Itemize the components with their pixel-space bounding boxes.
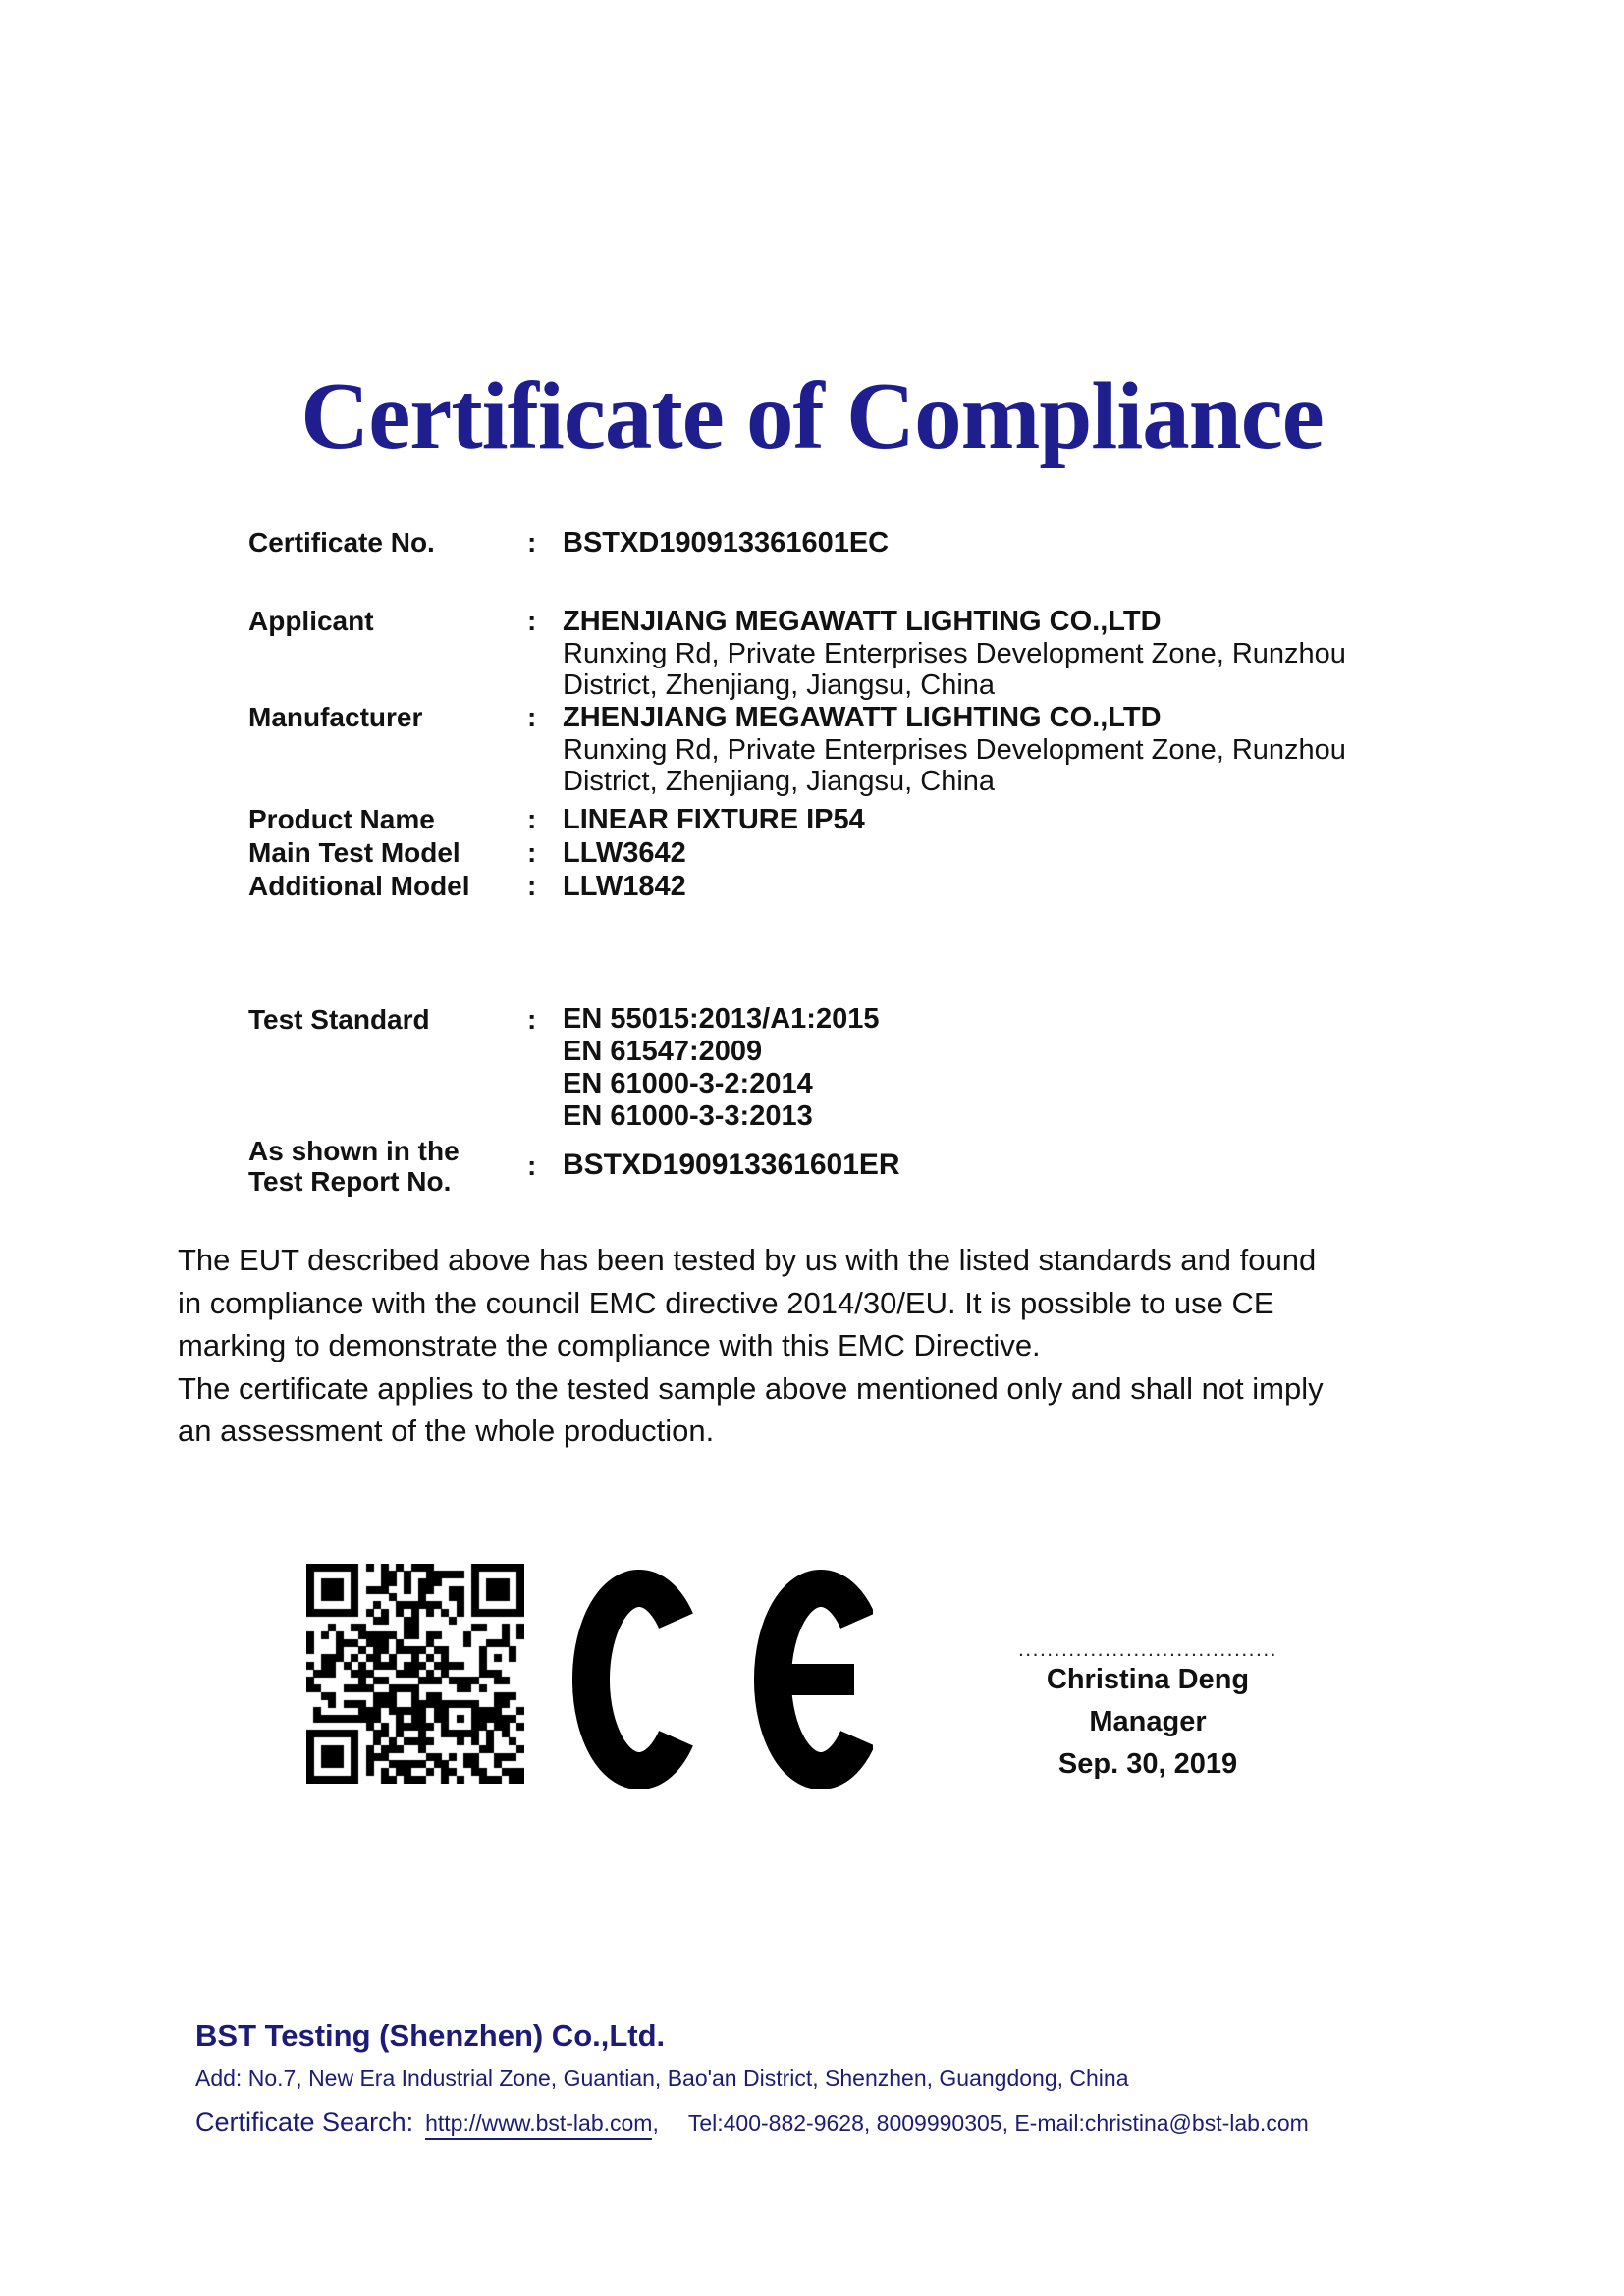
row-manufacturer	[248, 701, 1486, 797]
applicant-label: Applicant	[248, 606, 374, 636]
qr-code-icon	[306, 1564, 524, 1784]
certificate-search-label: Certificate Search:	[195, 2108, 414, 2137]
colon: :	[527, 527, 537, 558]
test-report-label	[248, 1136, 527, 1197]
colon: :	[527, 837, 537, 868]
row-certificate-no	[248, 526, 1486, 560]
statement-line: marking to demonstrate the compliance with this EMC Directive.	[178, 1328, 1041, 1362]
certificate-no-value: BSTXD190913361601EC	[563, 527, 890, 559]
additional-model-value: LLW1842	[563, 871, 686, 902]
statement-line: an assessment of the whole production.	[178, 1414, 715, 1448]
signature-date: Sep. 30, 2019	[1057, 1748, 1238, 1780]
footer-search-line	[195, 2108, 1309, 2140]
product-name-value: LINEAR FIXTURE IP54	[563, 804, 865, 835]
applicant-address-line1: Runxing Rd, Private Enterprises Development Zone, Runzhou	[563, 638, 1346, 669]
test-report-label-line1: As shown in the	[248, 1136, 460, 1166]
applicant-value	[563, 605, 1486, 701]
test-standard-line: EN 61000-3-3:2013	[563, 1100, 813, 1132]
row-test-report	[248, 1136, 1486, 1197]
test-standard-line: EN 61000-3-2:2014	[563, 1068, 813, 1099]
search-comma: ,	[652, 2110, 659, 2136]
footer-company-name: BST Testing (Shenzhen) Co.,Ltd.	[195, 2018, 666, 2053]
main-test-model-label: Main Test Model	[248, 837, 460, 868]
test-standard-label: Test Standard	[248, 1004, 430, 1035]
applicant-address-line2: District, Zhenjiang, Jiangsu, China	[563, 669, 996, 701]
colon: :	[527, 702, 537, 732]
compliance-statement	[178, 1239, 1454, 1453]
page-title: Certificate of Compliance	[300, 363, 1324, 468]
ce-mark-icon	[572, 1570, 873, 1789]
signer-name: Christina Deng	[1046, 1664, 1250, 1695]
colon: :	[527, 871, 537, 901]
footer-contact-info: Tel:400-882-9628, 8009990305, E-mail:christina@bst-lab.com	[687, 2110, 1309, 2136]
certificate-search-link[interactable]: http://www.bst-lab.com	[425, 2110, 652, 2140]
signer-role: Manager	[1089, 1706, 1207, 1737]
statement-line: in compliance with the council EMC directive 2014/30/EU. It is possible to use CE	[178, 1285, 1274, 1320]
manufacturer-address-line1: Runxing Rd, Private Enterprises Development Zone, Runzhou	[563, 734, 1346, 766]
test-report-value: BSTXD190913361601ER	[563, 1148, 900, 1181]
main-test-model-value: LLW3642	[563, 837, 686, 869]
footer	[195, 2018, 1309, 2140]
row-additional-model	[248, 870, 1486, 903]
test-standard-line: EN 61547:2009	[563, 1036, 763, 1067]
statement-line: The EUT described above has been tested by us with the listed standards and found	[178, 1243, 1317, 1277]
colon: :	[527, 1004, 537, 1035]
row-main-test-model	[248, 836, 1486, 870]
row-test-standard	[248, 1003, 1486, 1133]
manufacturer-label: Manufacturer	[248, 702, 423, 732]
additional-model-label: Additional Model	[248, 871, 470, 901]
statement-line: The certificate applies to the tested sample above mentioned only and shall not imply	[178, 1370, 1324, 1406]
test-standard-line: EN 55015:2013/A1:2015	[563, 1003, 880, 1035]
certificate-info	[248, 526, 1486, 1197]
signature-block	[1001, 1638, 1295, 1786]
colon: :	[527, 1150, 537, 1181]
test-report-label-line2: Test Report No.	[248, 1166, 452, 1197]
signature-dotted-line: ....................................	[1017, 1638, 1278, 1661]
manufacturer-value	[563, 701, 1486, 797]
certificate-no-label: Certificate No.	[248, 527, 435, 558]
product-name-label: Product Name	[248, 804, 435, 834]
test-standard-values	[563, 1003, 1486, 1133]
colon: :	[527, 804, 537, 834]
footer-address: Add: No.7, New Era Industrial Zone, Guantian, Bao'an District, Shenzhen, Guangdong, China	[195, 2065, 1129, 2091]
manufacturer-address-line2: District, Zhenjiang, Jiangsu, China	[563, 766, 996, 797]
row-applicant	[248, 605, 1486, 701]
applicant-company: ZHENJIANG MEGAWATT LIGHTING CO.,LTD	[563, 606, 1162, 637]
row-product-name	[248, 803, 1486, 836]
manufacturer-company: ZHENJIANG MEGAWATT LIGHTING CO.,LTD	[563, 702, 1162, 733]
colon: :	[527, 606, 537, 636]
